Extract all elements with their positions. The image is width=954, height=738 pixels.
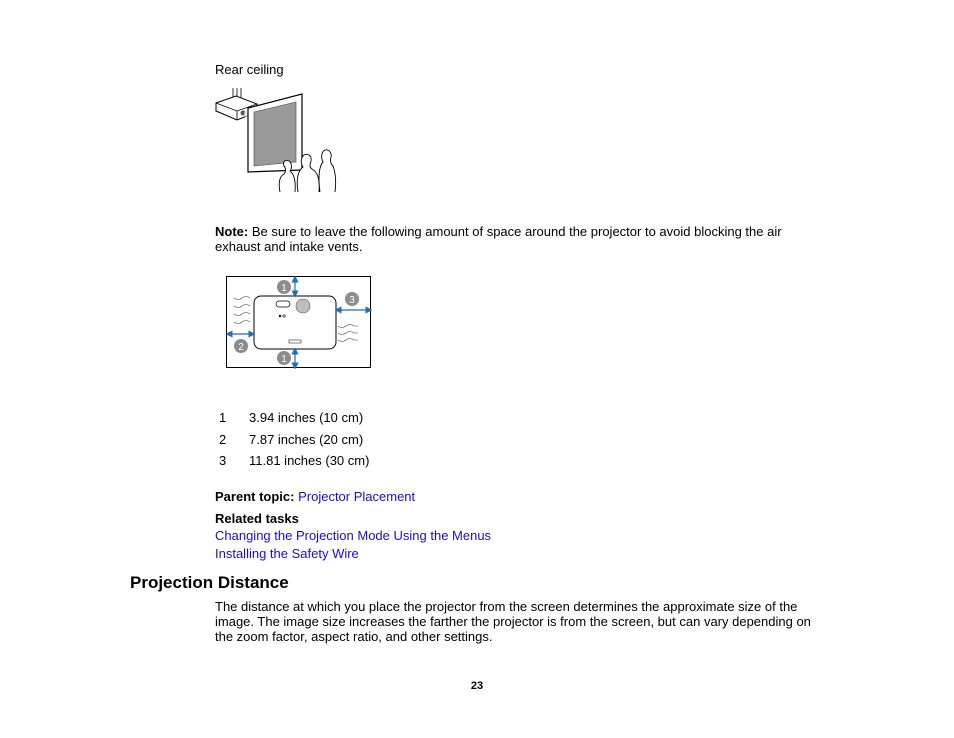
legend-value: 7.87 inches (20 cm) xyxy=(249,432,364,447)
callout-label: 1 xyxy=(281,354,287,365)
legend-number: 1 xyxy=(219,410,227,425)
parent-topic-label: Parent topic: xyxy=(215,489,295,504)
callout-1-bottom xyxy=(277,351,291,365)
figure-caption: Rear ceiling xyxy=(215,62,284,77)
callout-2 xyxy=(234,339,248,353)
callout-label: 1 xyxy=(281,283,287,294)
note-paragraph xyxy=(215,224,815,254)
section-heading: Projection Distance xyxy=(130,573,289,592)
legend-number: 2 xyxy=(219,432,227,447)
section-body: The distance at which you place the projector from the screen determines the approximate size of the image. The image size increases the farther the projector is from the screen, but can vary depending on the zoom factor, aspect ratio, and other settings. xyxy=(215,599,811,644)
related-link-projection-mode[interactable]: Changing the Projection Mode Using the Menus xyxy=(215,528,492,543)
parent-topic-link[interactable]: Projector Placement xyxy=(298,489,416,504)
related-link-safety-wire[interactable]: Installing the Safety Wire xyxy=(215,546,359,561)
legend-number: 3 xyxy=(219,453,227,468)
legend-value: 11.81 inches (30 cm) xyxy=(249,453,370,468)
note-label: Note: xyxy=(215,224,249,239)
parent-topic xyxy=(215,489,415,504)
legend-value: 3.94 inches (10 cm) xyxy=(249,410,364,425)
rear-ceiling-illustration xyxy=(214,86,338,194)
callout-label: 3 xyxy=(349,295,355,306)
note-text: Be sure to leave the following amount of space around the projector to avoid blocking the air exhaust and intake vents. xyxy=(215,224,782,254)
callout-label: 2 xyxy=(238,342,244,353)
callout-1-top xyxy=(277,280,291,294)
related-tasks-heading: Related tasks xyxy=(215,511,299,526)
callout-3 xyxy=(345,292,359,306)
clearance-diagram xyxy=(226,276,372,369)
page-number: 23 xyxy=(470,680,484,692)
